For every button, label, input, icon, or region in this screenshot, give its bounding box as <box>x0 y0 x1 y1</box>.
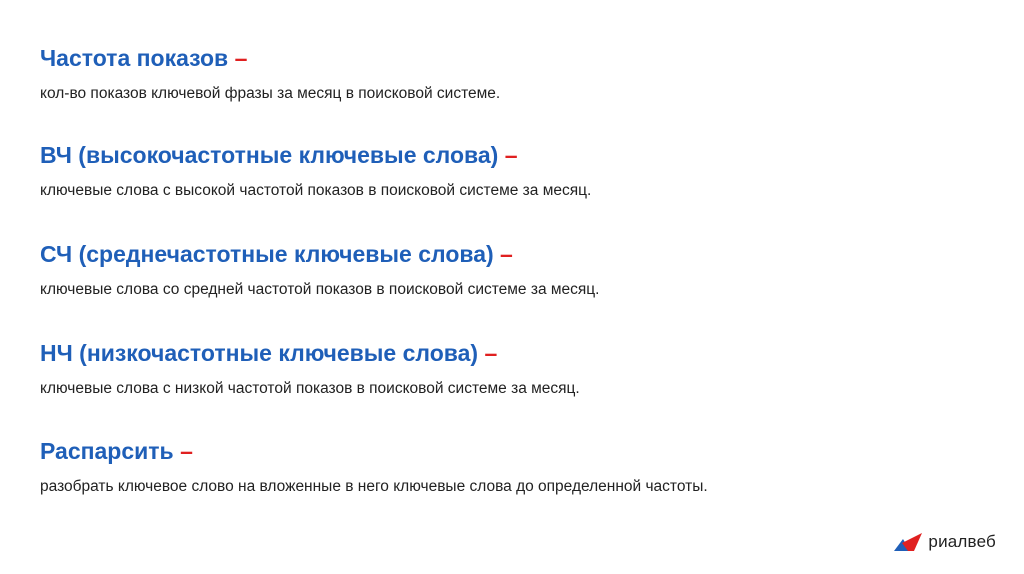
term-block-mid-frequency <box>40 240 980 300</box>
term-definition: разобрать ключевое слово на вложенные в него ключевые слова до определенной частоты. <box>40 478 708 495</box>
term-title: СЧ (среднечастотные ключевые слова) <box>40 241 494 267</box>
term-heading <box>40 240 980 268</box>
term-block-high-frequency <box>40 141 980 201</box>
term-dash: – <box>180 438 193 464</box>
term-title: ВЧ (высокочастотные ключевые слова) <box>40 142 499 168</box>
term-heading <box>40 141 980 169</box>
term-title: НЧ (низкочастотные ключевые слова) <box>40 340 479 366</box>
term-heading <box>40 437 980 465</box>
term-block-frequency <box>40 44 980 104</box>
term-title: Частота показов <box>40 45 229 71</box>
term-block-parse <box>40 437 980 497</box>
term-dash: – <box>504 142 518 168</box>
term-heading <box>40 339 980 367</box>
company-logo <box>894 532 996 552</box>
term-definition: ключевые слова с низкой частотой показов в поисковой системе за месяц. <box>40 380 580 397</box>
term-dash: – <box>234 45 248 71</box>
term-title: Распарсить <box>40 438 174 464</box>
term-definition: ключевые слова с высокой частотой показов в поисковой системе за месяц. <box>40 182 592 199</box>
term-definition: ключевые слова со средней частотой показов в поисковой системе за месяц. <box>40 281 600 298</box>
term-definition: кол-во показов ключевой фразы за месяц в поисковой системе. <box>40 85 501 102</box>
term-block-low-frequency <box>40 339 980 399</box>
logo-text: риалвеб <box>928 532 996 551</box>
term-dash: – <box>500 241 513 267</box>
term-dash: – <box>484 340 498 366</box>
logo-mark-icon <box>894 533 922 551</box>
term-heading <box>40 44 980 72</box>
